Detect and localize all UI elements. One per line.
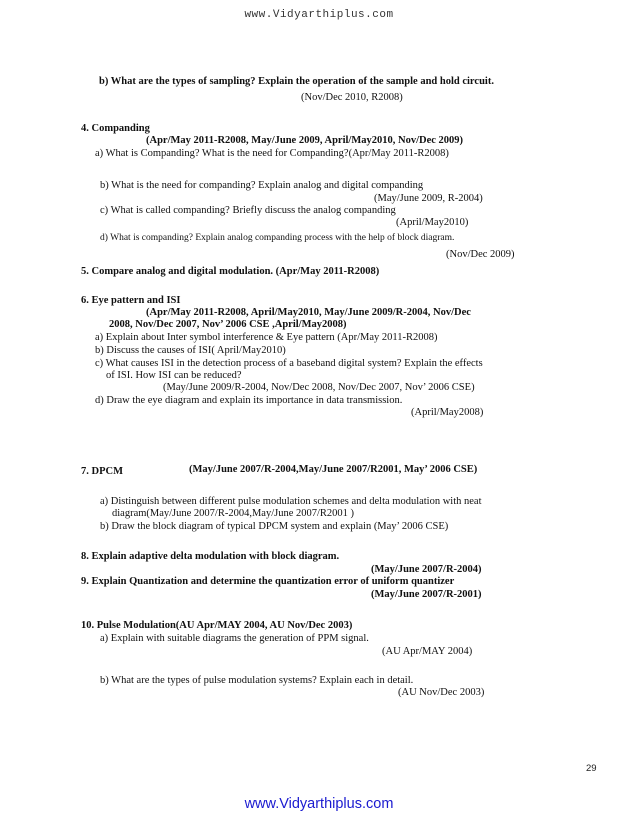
- footer-site-link[interactable]: www.Vidyarthiplus.com: [244, 796, 394, 812]
- q3b-ref: (Nov/Dec 2010, R2008): [301, 92, 403, 103]
- section-6-d-ref: (April/May2008): [411, 407, 484, 418]
- section-7-b: b) Draw the block diagram of typical DPCM system and explain (May’ 2006 CSE): [100, 521, 449, 532]
- section-6-c-1: c) What causes ISI in the detection process of a baseband digital system? Explain the effects: [95, 358, 483, 369]
- section-10-b: b) What are the types of pulse modulation systems? Explain each in detail.: [100, 675, 414, 686]
- section-7-refs: (May/June 2007/R-2004,May/June 2007/R2001, May’ 2006 CSE): [189, 464, 478, 475]
- section-4-d: d) What is companding? Explain analog companding process with the help of block diagram.: [100, 233, 455, 243]
- section-7-a-1: a) Distinguish between different pulse modulation schemes and delta modulation with neat: [100, 496, 482, 507]
- section-6-c-2: of ISI. How ISI can be reduced?: [106, 370, 242, 381]
- section-6-a: a) Explain about Inter symbol interference & Eye pattern (Apr/May 2011-R2008): [95, 332, 438, 343]
- section-9-title: 9. Explain Quantization and determine the quantization error of uniform quantizer: [81, 576, 455, 587]
- section-10-b-ref: (AU Nov/Dec 2003): [398, 687, 485, 698]
- section-4-c: c) What is called companding? Briefly discuss the analog companding: [100, 205, 396, 216]
- section-4-a: a) What is Companding? What is the need for Companding?(Apr/May 2011-R2008): [95, 148, 449, 159]
- section-6-refs-1: (Apr/May 2011-R2008, April/May2010, May/June 2009/R-2004, Nov/Dec: [146, 307, 471, 318]
- page-number: 29: [586, 763, 597, 774]
- section-6-c-ref: (May/June 2009/R-2004, Nov/Dec 2008, Nov/Dec 2007, Nov’ 2006 CSE): [163, 382, 475, 393]
- section-6-title: 6. Eye pattern and ISI: [81, 295, 181, 306]
- section-9-ref: (May/June 2007/R-2001): [371, 589, 482, 600]
- section-10-title: 10. Pulse Modulation(AU Apr/MAY 2004, AU Nov/Dec 2003): [81, 620, 353, 631]
- section-6-refs-2: 2008, Nov/Dec 2007, Nov’ 2006 CSE ,April/May2008): [109, 319, 347, 330]
- section-8-ref: (May/June 2007/R-2004): [371, 564, 482, 575]
- section-4-c-ref: (April/May2010): [396, 217, 469, 228]
- section-6-b: b) Discuss the causes of ISI( April/May2010): [95, 345, 286, 356]
- q3b-text: b) What are the types of sampling? Explain the operation of the sample and hold circuit.: [99, 76, 494, 87]
- section-7-a-2: diagram(May/June 2007/R-2004,May/June 2007/R2001 ): [112, 508, 355, 519]
- section-4-refs: (Apr/May 2011-R2008, May/June 2009, April/May2010, Nov/Dec 2009): [146, 135, 464, 146]
- section-4-d-ref: (Nov/Dec 2009): [446, 249, 515, 260]
- section-8-title: 8. Explain adaptive delta modulation with block diagram.: [81, 551, 340, 562]
- section-7-title: 7. DPCM: [81, 466, 123, 477]
- section-5-title: 5. Compare analog and digital modulation. (Apr/May 2011-R2008): [81, 266, 380, 277]
- section-4-b-ref: (May/June 2009, R-2004): [374, 193, 483, 204]
- section-10-a: a) Explain with suitable diagrams the generation of PPM signal.: [100, 633, 369, 644]
- page-header: www.Vidyarthiplus.com: [244, 9, 394, 21]
- section-4-b: b) What is the need for companding? Explain analog and digital companding: [100, 180, 424, 191]
- section-6-d: d) Draw the eye diagram and explain its importance in data transmission.: [95, 395, 403, 406]
- section-4-title: 4. Companding: [81, 123, 150, 134]
- section-10-a-ref: (AU Apr/MAY 2004): [382, 646, 473, 657]
